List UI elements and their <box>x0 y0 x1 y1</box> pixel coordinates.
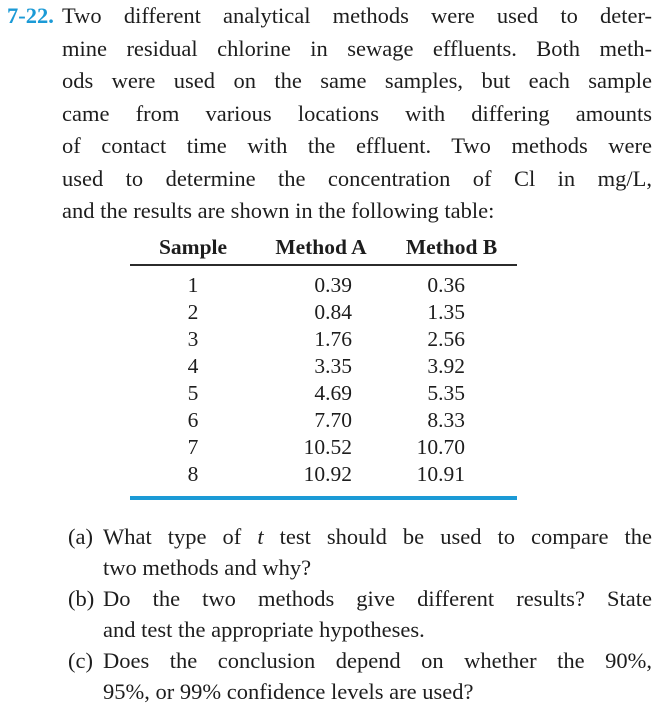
problem-text-line: came from various locations with differing amounts <box>62 100 652 126</box>
question-a <box>68 521 652 583</box>
question-a-line1-pre: What type of <box>103 524 258 549</box>
problem-statement <box>62 0 652 228</box>
cell-sample: 2 <box>187 300 199 324</box>
cell-sample: 7 <box>187 435 199 459</box>
cell-method-a: 10.92 <box>303 462 352 486</box>
table-header-method-b: Method B <box>405 235 498 259</box>
cell-sample: 6 <box>187 408 199 432</box>
question-a-line1-rest: test should be used to compare the <box>263 524 652 549</box>
question-a-line1 <box>103 521 652 552</box>
question-b <box>68 583 652 645</box>
chlorine-data-table <box>130 227 517 500</box>
table-row <box>130 380 517 407</box>
cell-method-a: 7.70 <box>314 408 352 432</box>
table-row <box>130 407 517 434</box>
cell-method-b: 2.56 <box>427 327 465 351</box>
problem-text-line: Two different analytical methods were used to deter- <box>62 3 652 28</box>
cell-method-b: 0.36 <box>427 273 465 297</box>
table-row <box>130 434 517 461</box>
question-a-text <box>103 521 652 583</box>
cell-method-a: 0.84 <box>314 300 352 324</box>
table-header-sample: Sample <box>158 235 228 259</box>
question-a-line2: two methods and why? <box>103 555 312 580</box>
question-c <box>68 645 652 707</box>
cell-method-b: 3.92 <box>427 354 465 378</box>
table-row <box>130 326 517 353</box>
cell-sample: 1 <box>187 273 199 297</box>
cell-method-b: 1.35 <box>427 300 465 324</box>
question-c-line2: 95%, or 99% confidence levels are used? <box>103 679 474 704</box>
cell-sample: 4 <box>187 354 199 378</box>
problem-text-line: mine residual chlorine in sewage effluents. Both meth- <box>62 35 652 61</box>
cell-method-b: 5.35 <box>427 381 465 405</box>
problem-text-line: and the results are shown in the following table: <box>62 198 495 223</box>
cell-method-b: 8.33 <box>427 408 465 432</box>
cell-sample: 3 <box>187 327 199 351</box>
table-row <box>130 272 517 299</box>
cell-method-a: 10.52 <box>303 435 352 459</box>
table-header-row <box>130 227 517 266</box>
cell-method-a: 0.39 <box>314 273 352 297</box>
question-c-text <box>103 645 652 707</box>
cell-method-a: 1.76 <box>314 327 352 351</box>
cell-method-a: 4.69 <box>314 381 352 405</box>
question-a-t-symbol: t <box>257 524 264 549</box>
table-body <box>130 266 517 488</box>
question-b-text <box>103 583 652 645</box>
problem-text-line: of contact time with the effluent. Two methods were <box>62 133 652 158</box>
problem-text-line: used to determine the concentration of Cl in mg/L, <box>62 165 652 191</box>
question-a-label: (a) <box>68 524 93 549</box>
cell-sample: 5 <box>187 381 199 405</box>
question-c-line1: Does the conclusion depend on whether the 90%, <box>103 648 652 673</box>
table-row <box>130 299 517 326</box>
problem-text-line: ods were used on the same samples, but each sample <box>62 68 652 93</box>
table-row <box>130 461 517 488</box>
cell-method-b: 10.70 <box>416 435 465 459</box>
question-b-label: (b) <box>68 586 95 611</box>
sub-questions <box>68 521 652 707</box>
cell-method-a: 3.35 <box>314 354 352 378</box>
problem-number: 7-22. <box>7 3 54 28</box>
cell-method-b: 10.91 <box>416 462 465 486</box>
question-b-line1: Do the two methods give different results? State <box>103 586 652 611</box>
cell-sample: 8 <box>187 462 199 486</box>
table-header-method-a: Method A <box>275 235 367 259</box>
table-bottom-rule <box>130 496 517 500</box>
table-row <box>130 353 517 380</box>
question-b-line2: and test the appropriate hypotheses. <box>103 617 425 642</box>
question-c-label: (c) <box>68 648 93 673</box>
